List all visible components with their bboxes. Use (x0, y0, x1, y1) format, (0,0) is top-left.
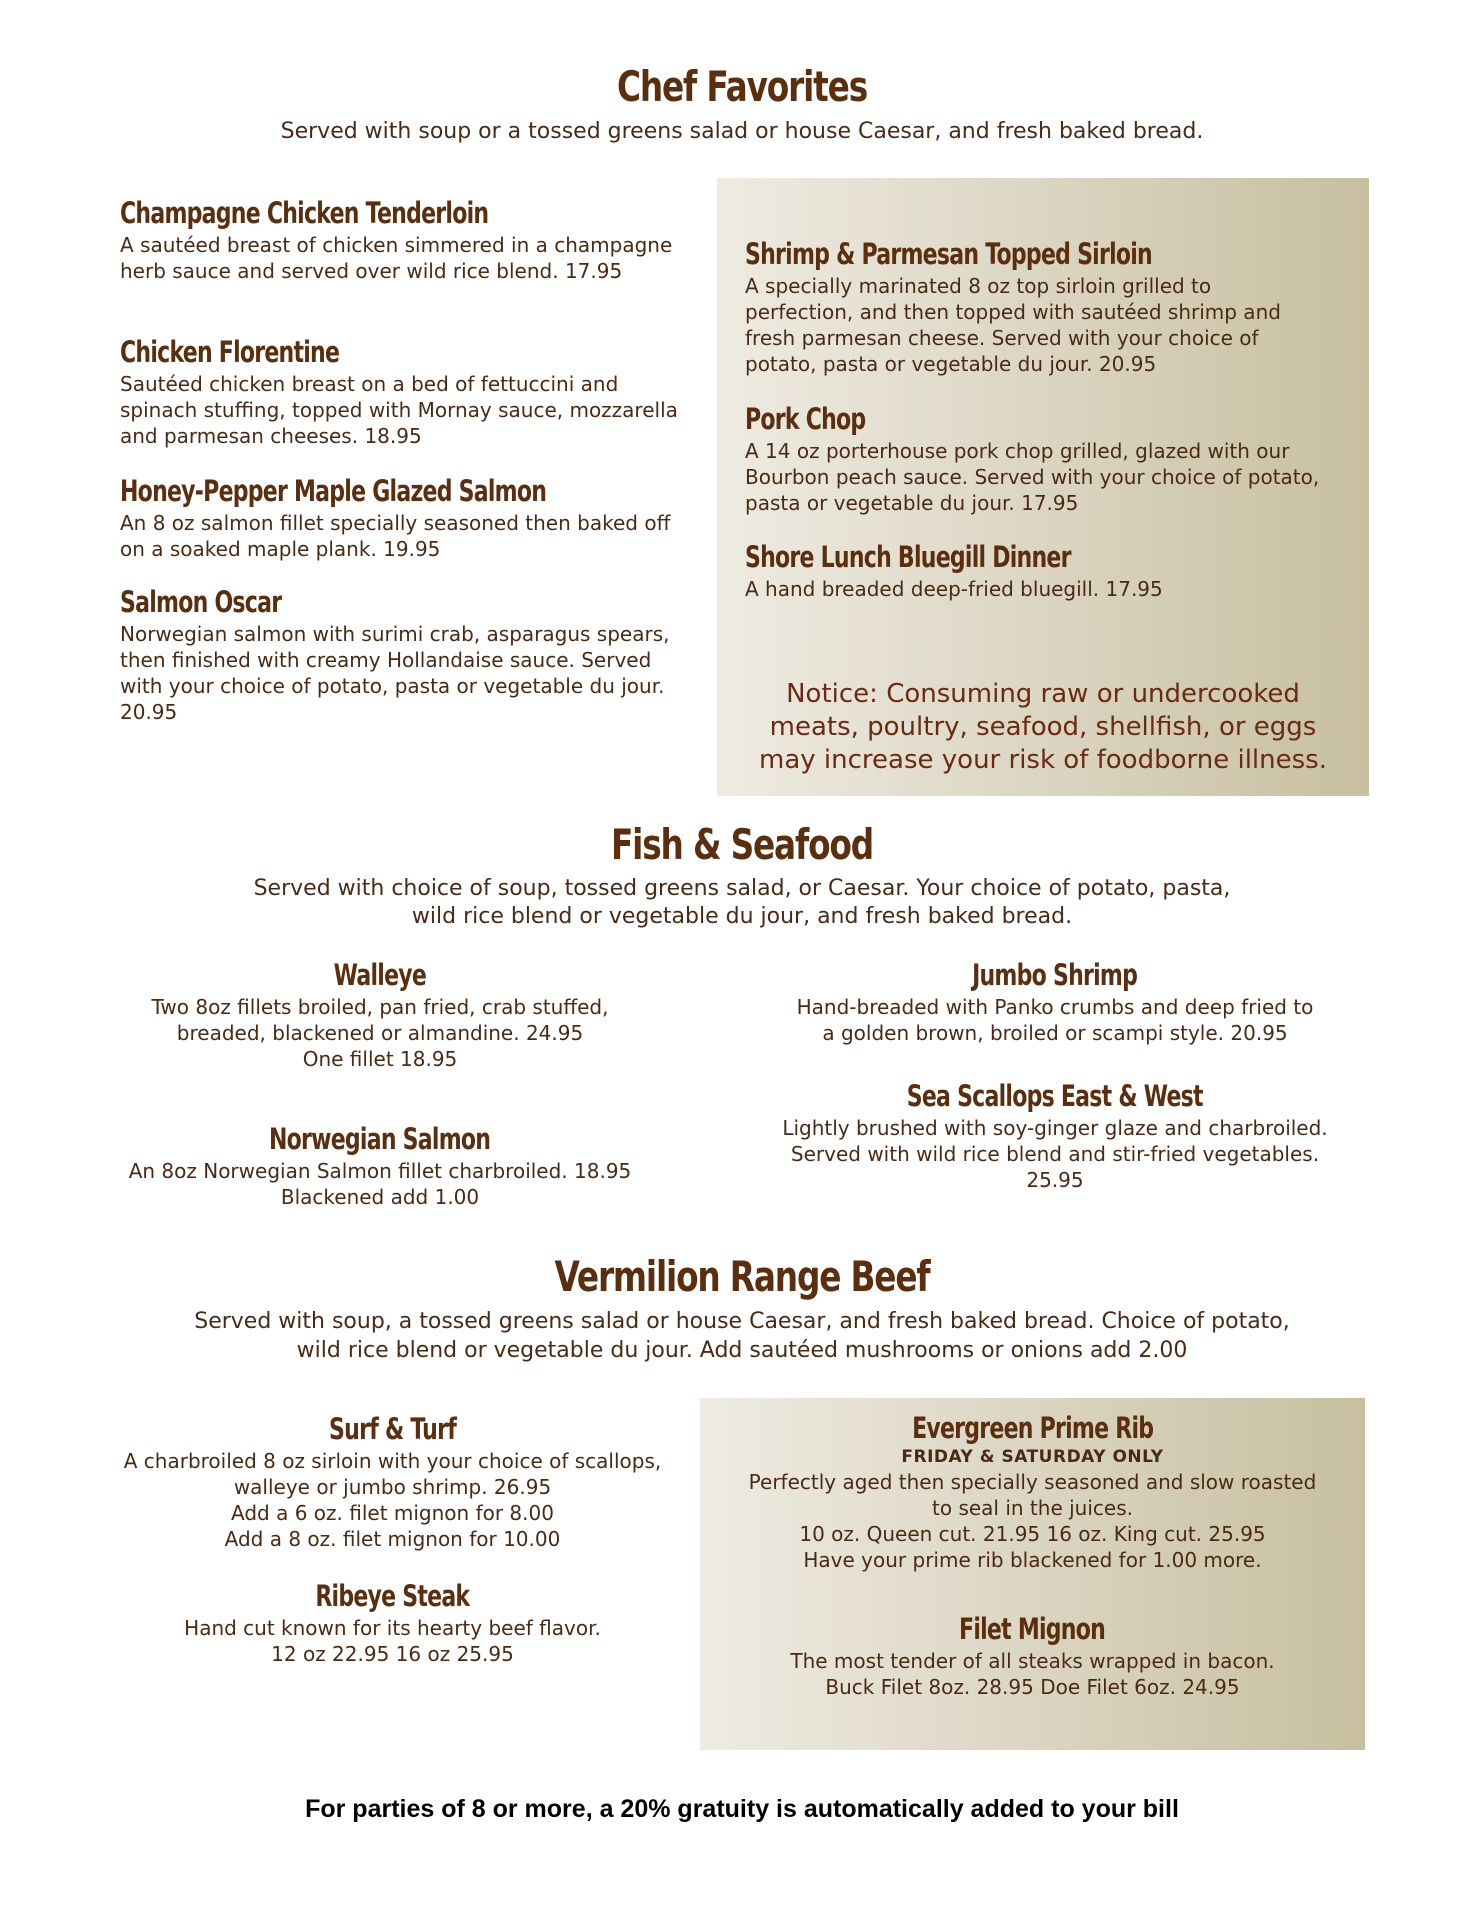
menu-item-pork-chop (745, 402, 1325, 516)
menu-item-filet-mignon (710, 1612, 1355, 1700)
food-safety-notice: Notice: Consuming raw or undercooked meats, poultry, seafood, shellfish, or eggs may increase your risk of foodborne illness. (759, 679, 1327, 775)
item-name: Shore Lunch Bluegill Dinner (745, 540, 1071, 574)
item-name: Norwegian Salmon (269, 1122, 491, 1156)
item-description-line: The most tender of all steaks wrapped in bacon. (790, 1649, 1275, 1673)
menu-item-champagne-chicken (120, 196, 690, 284)
item-name: Evergreen Prime Rib (911, 1411, 1154, 1445)
menu-item-prime-rib (710, 1411, 1355, 1573)
item-description: A sautéed breast of chicken simmered in a champagne herb sauce and served over wild rice blend. 17.95 (120, 233, 673, 283)
item-description-line: Add a 6 oz. filet mignon for 8.00 (231, 1501, 554, 1525)
item-name: Honey-Pepper Maple Glazed Salmon (120, 474, 547, 508)
menu-item-norwegian-salmon (80, 1122, 680, 1210)
item-description-line: 12 oz 22.95 16 oz 25.95 (271, 1642, 514, 1666)
item-name: Chicken Florentine (120, 335, 340, 369)
item-name: Jumbo Shrimp (972, 958, 1138, 992)
item-description-line: 25.95 (1026, 1168, 1084, 1192)
item-description-line: One fillet 18.95 (302, 1047, 458, 1071)
menu-item-walleye (80, 958, 680, 1072)
item-description: A 14 oz porterhouse pork chop grilled, glazed with our Bourbon peach sauce. Served with your choice of potato, pasta or vegetable du jour. 17.95 (745, 439, 1320, 515)
item-description-line: Lightly brushed with soy-ginger glaze and charbroiled. (782, 1116, 1328, 1140)
item-name: Shrimp & Parmesan Topped Sirloin (745, 237, 1152, 271)
item-description-line: 10 oz. Queen cut. 21.95 16 oz. King cut. 25.95 (799, 1522, 1266, 1546)
item-description: A specially marinated 8 oz top sirloin grilled to perfection, and then topped with sautéed shrimp and fresh parmesan cheese. Served with your choice of potato, pasta or vegetable du jour. 20.95 (745, 274, 1281, 376)
item-description-line: Buck Filet 8oz. 28.95 Doe Filet 6oz. 24.95 (825, 1675, 1240, 1699)
menu-item-sea-scallops (735, 1079, 1375, 1193)
section-subtitle-fish-seafood-line2: wild rice blend or vegetable du jour, and fresh baked bread. (411, 904, 1073, 929)
item-name: Walleye (333, 958, 427, 992)
item-description-line: breaded, blackened or almandine. 24.95 (176, 1021, 584, 1045)
section-subtitle-beef-line2: wild rice blend or vegetable du jour. Add sautéed mushrooms or onions add 2.00 (296, 1338, 1188, 1363)
section-title-fish-seafood: Fish & Seafood (610, 820, 874, 869)
item-description: Sautéed chicken breast on a bed of fettuccini and spinach stuffing, topped with Mornay sauce, mozzarella and parmesan cheeses. 18.95 (120, 372, 678, 448)
item-description-line: Hand-breaded with Panko crumbs and deep fried to (796, 995, 1314, 1019)
item-name: Ribeye Steak (315, 1579, 470, 1613)
item-description-line: walleye or jumbo shrimp. 26.95 (233, 1475, 552, 1499)
item-description-line: a golden brown, broiled or scampi style. 20.95 (822, 1021, 1288, 1045)
menu-item-shrimp-parmesan-sirloin (745, 237, 1325, 377)
section-subtitle-chef-favorites: Served with soup or a tossed greens salad or house Caesar, and fresh baked bread. (280, 119, 1204, 144)
item-description: Norwegian salmon with surimi crab, asparagus spears, then finished with creamy Hollandaise sauce. Served with your choice of potato, pasta or vegetable du jour. 20.95 (120, 622, 670, 724)
menu-item-jumbo-shrimp (735, 958, 1375, 1046)
item-description-line: Have your prime rib blackened for 1.00 more. (803, 1548, 1262, 1572)
item-description-line: Blackened add 1.00 (280, 1185, 480, 1209)
item-description-line: Two 8oz fillets broiled, pan fried, crab stuffed, (151, 995, 609, 1019)
item-name: Surf & Turf (329, 1412, 456, 1446)
item-name: Sea Scallops East & West (906, 1079, 1204, 1113)
menu-item-ribeye (90, 1579, 695, 1667)
section-title-beef: Vermilion Range Beef (554, 1252, 930, 1301)
item-description-line: Add a 8 oz. filet mignon for 10.00 (224, 1527, 561, 1551)
item-description-line: A charbroiled 8 oz sirloin with your choice of scallops, (123, 1449, 662, 1473)
section-subtitle-beef-line1: Served with soup, a tossed greens salad or house Caesar, and fresh baked bread. Choice of potato, (194, 1309, 1290, 1334)
item-name: Champagne Chicken Tenderloin (120, 196, 489, 230)
item-description-line: to seal in the juices. (932, 1496, 1133, 1520)
item-name: Salmon Oscar (120, 585, 282, 619)
item-name: Pork Chop (745, 402, 866, 436)
availability-note: FRIDAY & SATURDAY ONLY (901, 1447, 1164, 1467)
menu-item-shore-lunch-bluegill (745, 540, 1325, 602)
item-name: Filet Mignon (959, 1612, 1106, 1646)
menu-item-surf-turf (90, 1412, 695, 1552)
section-title-chef-favorites: Chef Favorites (616, 62, 868, 111)
item-description-line: Hand cut known for its hearty beef flavor. (184, 1616, 601, 1640)
menu-item-honey-pepper-salmon (120, 474, 690, 562)
item-description-line: An 8oz Norwegian Salmon fillet charbroiled. 18.95 (128, 1159, 632, 1183)
item-description-line: Perfectly aged then specially seasoned and slow roasted (748, 1470, 1317, 1494)
menu-item-salmon-oscar (120, 585, 690, 725)
section-subtitle-fish-seafood-line1: Served with choice of soup, tossed greens salad, or Caesar. Your choice of potato, pasta, (253, 876, 1231, 901)
item-description: An 8 oz salmon fillet specially seasoned then baked off on a soaked maple plank. 19.95 (120, 511, 671, 561)
item-description-line: Served with wild rice blend and stir-fried vegetables. (790, 1142, 1320, 1166)
item-description: A hand breaded deep-fried bluegill. 17.95 (745, 577, 1163, 601)
gratuity-footer: For parties of 8 or more, a 20% gratuity is automatically added to your bill (305, 1795, 1179, 1823)
menu-item-chicken-florentine (120, 335, 690, 449)
